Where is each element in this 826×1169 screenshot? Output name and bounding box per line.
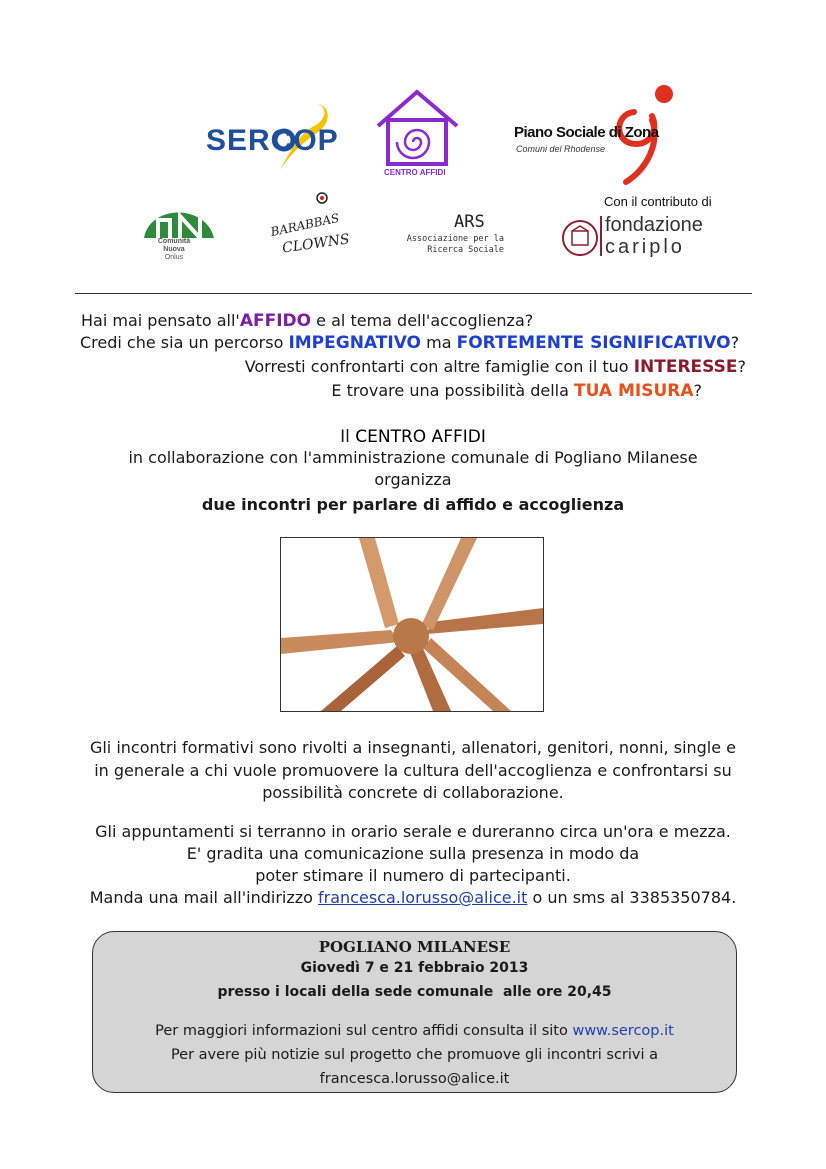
keyword-affido: AFFIDO [239,311,312,331]
ars-sub-1: Associazione per la [406,234,504,244]
event-location: presso i locali della sede comunale alle ore 20,45 [217,984,612,1000]
centro-affidi-logo [370,88,465,182]
joined-hands-icon [281,538,543,711]
sercop-logo [200,98,339,182]
event-date: Giovedì 7 e 21 febbraio 2013 [300,960,529,976]
body-p1-line-1: Gli incontri formativi sono rivolti a insegnanti, allenatori, genitori, nonni, single e [89,738,737,757]
question-4: E trovare una possibilità della TUA MISURA? [331,381,702,401]
piano-sociale-title: Piano Sociale di Zona [514,124,659,141]
keyword-interesse: INTERESSE [633,357,738,377]
clown-nose-icon [312,190,332,210]
info-line-2: Per avere più notizie sul progetto che promuove gli incontri scrivi a [170,1047,659,1063]
info-line-1: Per maggiori informazioni sul centro affidi consulta il sito www.sercop.it [155,1023,674,1039]
comunita-line-2: Nuova [163,246,185,253]
barabbas-clowns-logo [268,190,351,272]
body-p2-line-2: E' gradita una comunicazione sulla presenza in modo da [186,844,640,863]
ars-logo [384,212,514,262]
body-p1-line-2: in generale a chi vuole promuovere la cultura dell'accoglienza e confrontarsi su [94,761,732,780]
comunita-nuova-logo [140,198,218,268]
piano-sociale-subtitle: Comuni del Rhodense [516,144,606,154]
ars-title: ARS [454,212,485,232]
joined-hands-photo [280,537,544,712]
keyword-fortemente-significativo: FORTEMENTE SIGNIFICATIVO [456,333,731,353]
fondazione-word: fondazione [605,214,703,236]
info-email: francesca.lorusso@alice.it [319,1071,510,1087]
comunita-emblem-icon [140,198,218,242]
intro-line-2: in collaborazione con l'amministrazione comunale di Pogliano Milanese [128,448,698,467]
body-p2-line-3: poter stimare il numero di partecipanti. [255,866,571,885]
keyword-tua-misura: TUA MISURA [574,381,694,401]
sercop-site-link[interactable]: www.sercop.it [572,1023,674,1039]
separator-line [75,293,752,294]
question-3: Vorresti confrontarti con altre famiglie con il tuo INTERESSE? [244,357,746,377]
cariplo-seal-icon [560,218,600,258]
body-p2-line-1: Gli appuntamenti si terranno in orario serale e dureranno circa un'ora e mezza. [95,822,731,841]
comunita-line-1: Comunità [157,238,191,245]
barabbas-word: BARABBAS [269,210,341,240]
house-spiral-icon [370,88,465,168]
ars-sub-2: Ricerca Sociale [427,245,504,255]
sercop-wordmark: SERCOP [206,124,339,157]
centro-affidi-label: CENTRO AFFIDI [384,168,446,177]
centro-affidi-name: CENTRO AFFIDI [355,427,486,447]
question-2: Credi che sia un percorso IMPEGNATIVO ma FORTEMENTE SIGNIFICATIVO? [80,333,740,353]
contributo-label: Con il contributo di [604,194,712,209]
fondazione-cariplo-logo [560,194,730,264]
email-link[interactable]: francesca.lorusso@alice.it [318,888,528,907]
body-p2-line-4: Manda una mail all'indirizzo francesca.lorusso@alice.it o un sms al 3385350784. [89,888,737,907]
keyword-impegnativo: IMPEGNATIVO [288,333,422,353]
question-1: Hai mai pensato all'AFFIDO e al tema dell'accoglienza? [81,311,534,331]
intro-line-1: Il CENTRO AFFIDI [340,427,486,447]
piano-sociale-logo [512,82,677,186]
comunita-line-3: Onlus [164,254,184,261]
intro-line-3: organizza [374,470,452,489]
cariplo-word: cariplo [605,236,685,258]
clowns-word: CLOWNS [281,231,351,257]
event-place: POGLIANO MILANESE [318,938,511,956]
body-p1-line-3: possibilità concrete di collaborazione. [262,783,564,802]
event-info-box [92,931,737,1093]
headline: due incontri per parlare di affido e accoglienza [201,495,625,514]
